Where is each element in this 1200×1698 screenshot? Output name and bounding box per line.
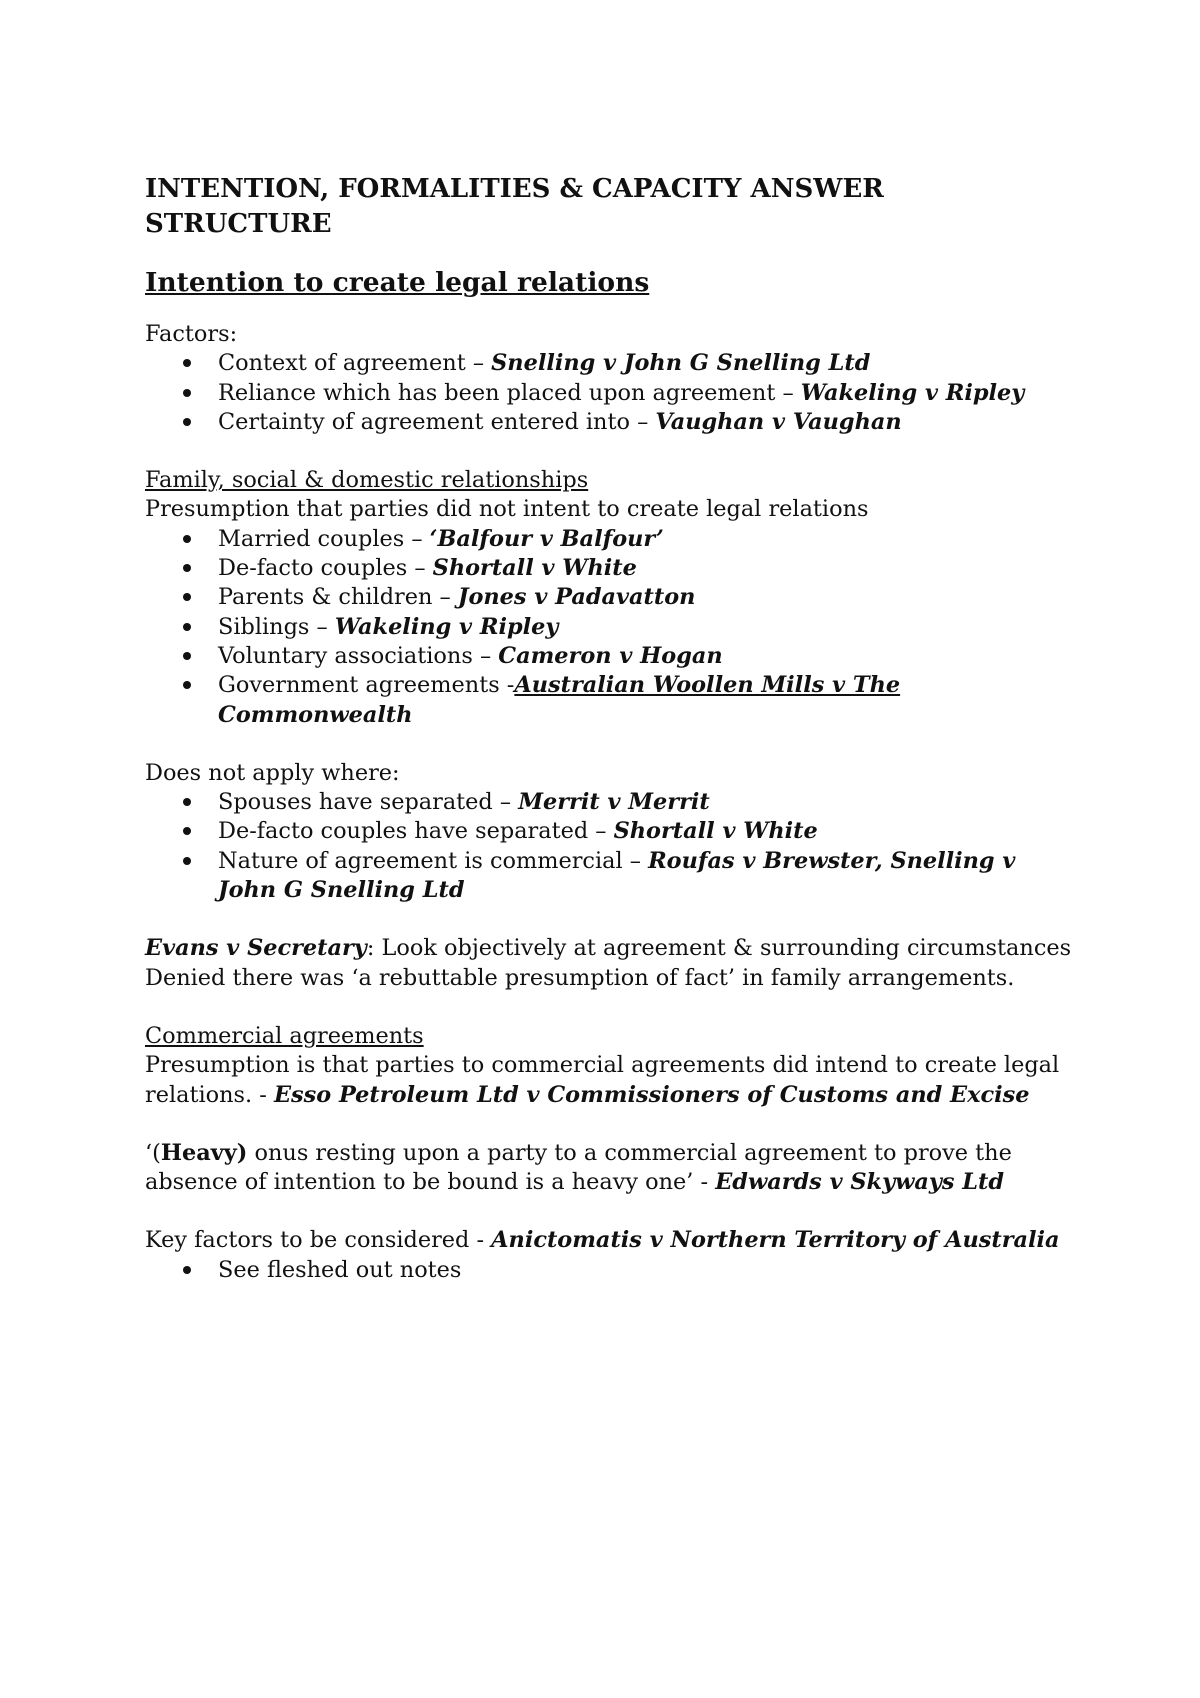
list-item: Context of agreement – Snelling v John G Snelling Ltd — [218, 349, 1075, 378]
case-name: Wakeling v Ripley — [334, 613, 559, 640]
exceptions-label: Does not apply where: — [145, 759, 400, 786]
list-item: Married couples – ‘Balfour v Balfour’ — [218, 525, 1075, 554]
key-factors-list — [145, 1256, 1075, 1285]
list-item: Government agreements -Australian Woollen Mills v The Commonwealth — [218, 671, 1075, 730]
document-title: INTENTION, FORMALITIES & CAPACITY ANSWER STRUCTURE — [145, 174, 884, 239]
case-name: Roufas v Brewster, Snelling v — [648, 847, 1016, 874]
case-name: John G Snelling Ltd — [218, 877, 465, 904]
case-name: Edwards v Skyways Ltd — [715, 1169, 1005, 1196]
list-item: Voluntary associations – Cameron v Hogan — [218, 642, 1075, 671]
case-name: Australian Woollen Mills v The — [514, 672, 901, 699]
case-name: Cameron v Hogan — [498, 642, 723, 669]
section-title: Intention to create legal relations — [145, 267, 650, 298]
key-factors-paragraph: Key factors to be considered - Anictomatis v Northern Territory of Australia — [145, 1227, 1060, 1254]
case-name: Shortall v White — [432, 555, 637, 582]
case-name: Shortall v White — [613, 818, 818, 845]
family-heading: Family, social & domestic relationships — [145, 467, 589, 494]
quote-paragraph: ‘(Heavy) onus resting upon a party to a commercial agreement to prove the absence of intention to be bound is a heavy one’ - Edwards v Skyways Ltd — [145, 1139, 1012, 1196]
case-name: Wakeling v Ripley — [800, 379, 1025, 406]
document-page — [145, 172, 1075, 1285]
case-name: Vaughan v Vaughan — [655, 408, 902, 435]
list-item: Siblings – Wakeling v Ripley — [218, 613, 1075, 642]
list-item: Nature of agreement is commercial – Roufas v Brewster, Snelling v John G Snelling Ltd — [218, 847, 1075, 906]
case-name: Anictomatis v Northern Territory of Australia — [491, 1227, 1060, 1254]
list-item: Spouses have separated – Merrit v Merrit — [218, 788, 1075, 817]
case-name: Jones v Padavatton — [457, 584, 696, 611]
list-item: De-facto couples – Shortall v White — [218, 554, 1075, 583]
list-item: De-facto couples have separated – Shortall v White — [218, 817, 1075, 846]
list-item: Certainty of agreement entered into – Vaughan v Vaughan — [218, 408, 1075, 437]
list-item: See fleshed out notes — [218, 1256, 1075, 1285]
case-name: Commonwealth — [218, 701, 413, 728]
exceptions-list — [145, 788, 1075, 905]
case-name: Evans v Secretary — [145, 935, 367, 962]
case-name: Esso Petroleum Ltd v Commissioners of Customs and Excise — [273, 1081, 1030, 1108]
case-name: ‘Balfour v Balfour’ — [429, 525, 664, 552]
commercial-paragraph: Presumption is that parties to commercial agreements did intend to create legal relations. - Esso Petroleum Ltd v Commissioners of Customs and Excise — [145, 1052, 1060, 1108]
factors-label: Factors: — [145, 321, 238, 347]
case-name: Snelling v John G Snelling Ltd — [491, 350, 871, 377]
commercial-heading: Commercial agreements — [145, 1022, 424, 1049]
list-item: Parents & children – Jones v Padavatton — [218, 583, 1075, 612]
case-name: Merrit v Merrit — [518, 789, 710, 816]
list-item: Reliance which has been placed upon agreement – Wakeling v Ripley — [218, 379, 1075, 408]
family-presumption: Presumption that parties did not intent to create legal relations — [145, 496, 869, 523]
factors-list — [145, 349, 1075, 437]
evans-paragraph: Evans v Secretary: Look objectively at agreement & surrounding circumstances Denied there was ‘a rebuttable presumption of fact’ in family arrangements. — [145, 935, 1072, 991]
family-list — [145, 525, 1075, 730]
